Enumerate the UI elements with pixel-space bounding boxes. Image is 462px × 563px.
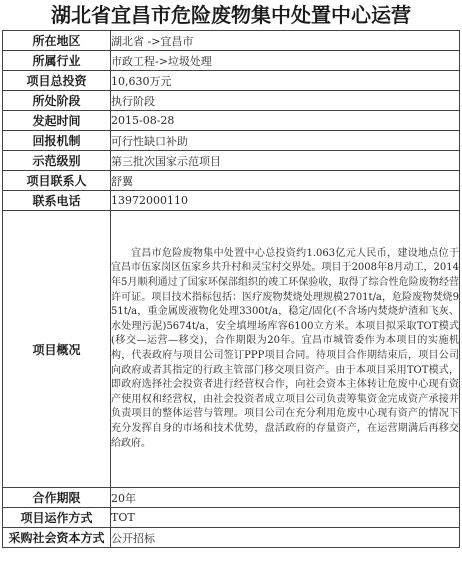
table-row-industry xyxy=(3,51,460,71)
row-value: TOT xyxy=(111,508,460,528)
row-value: 20年 xyxy=(111,488,460,508)
row-label: 示范级别 xyxy=(3,151,111,171)
row-label: 所处阶段 xyxy=(3,91,111,111)
row-value: 13972000110 xyxy=(111,191,460,211)
row-label: 所属行业 xyxy=(3,51,111,71)
row-value: 2015-08-28 xyxy=(111,111,460,131)
table-row-contact xyxy=(3,171,460,191)
table-row-region xyxy=(3,31,460,51)
row-value: 舒翼 xyxy=(111,171,460,191)
table-row-return-mechanism xyxy=(3,131,460,151)
row-value: 执行阶段 xyxy=(111,91,460,111)
table-row-demo-level xyxy=(3,151,460,171)
row-value: 湖北省 ->宜昌市 xyxy=(111,31,460,51)
project-info-table xyxy=(2,30,460,548)
row-label: 合作期限 xyxy=(3,488,111,508)
table-row-launch-date xyxy=(3,111,460,131)
row-label: 联系电话 xyxy=(3,191,111,211)
row-label: 回报机制 xyxy=(3,131,111,151)
page-title: 湖北省宜昌市危险废物集中处置中心运营 xyxy=(51,3,411,27)
table-row-cooperation-period xyxy=(3,488,460,508)
row-value: 第三批次国家示范项目 xyxy=(111,151,460,171)
row-label: 项目概况 xyxy=(3,211,111,488)
overview-text: 宜昌市危险废物集中处置中心总投资约1.063亿元人民币，建设地点位于宜昌市伍家岗区伍家乡共升村和灵宝村交界处。项目于2008年8月动工，2014年5月顺利通过了国家环保部组织的竣工环保验收，取得了综合性危险废物经营许可证。项目技术指标包括：医疗废物焚烧处理规模2701t/a，危险废物焚烧951t/a，重金属废液物化处理3300t/a，稳定/固化(不含场内焚烧炉渣和飞灰、水处理污泥)5674t/a，安全填埋场库容6100立方米。本项目拟采取TOT模式(移交—运营—移交)，合作期限为20年。宜昌市城管委作为本项目的实施机构，代表政府与项目公司签订PPP项目合同。待项目合作期结束后，项目公司向政府或者其指定的行政主管部门移交项目资产。由于本项目采用TOT模式，即政府选择社会投资者进行经营权合作，向社会资本主体转让危废中心现有资产使用权和经营权，由社会投资者成立项目公司负责筹集资金完成资产承接并负责项目的整体运营与管理。项目公司在充分利用危废中心现有资产的情况下充分发挥自身的市场和技术优势，盘活政府的存量资产，在运营期满后再移交给政府。 xyxy=(111,211,460,488)
row-value: 公开招标 xyxy=(111,528,460,548)
row-label: 项目联系人 xyxy=(3,171,111,191)
table-row-operation-mode xyxy=(3,508,460,528)
row-label: 发起时间 xyxy=(3,111,111,131)
row-label: 项目运作方式 xyxy=(3,508,111,528)
row-label: 所在地区 xyxy=(3,31,111,51)
row-label: 采购社会资本方式 xyxy=(3,528,111,548)
table-row-procurement-method xyxy=(3,528,460,548)
table-row-total-investment xyxy=(3,71,460,91)
table-row-overview xyxy=(3,211,460,488)
row-value: 市政工程->垃圾处理 xyxy=(111,51,460,71)
table-row-phone xyxy=(3,191,460,211)
row-value: 10,630万元 xyxy=(111,71,460,91)
row-label: 项目总投资 xyxy=(3,71,111,91)
row-value: 可行性缺口补助 xyxy=(111,131,460,151)
table-row-stage xyxy=(3,91,460,111)
